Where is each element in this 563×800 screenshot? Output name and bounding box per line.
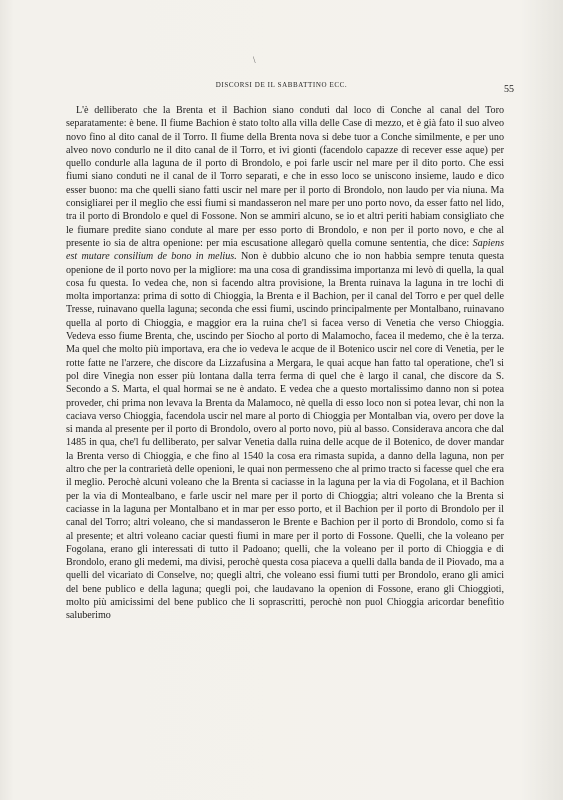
page-number: 55 — [504, 84, 514, 95]
body-text — [66, 104, 504, 623]
text-after-quote: Non è dubbio alcuno che io non habbia sempre tenuta questa openione de il porto novo per la migliore: ma una cosa di grandissima importanza mi levò di quella, la qual cosa fu questa. Io vedea che, non si facendo altra provisione, la Brenta ruinava la laguna in tre lochi di molta importanza: prima di sotto di Chioggia, la Brenta e il Bachion, per il canal del Torro e per quel delle Tresse, ruinavano quella laguna; seconda che essi fiumi, uscindo principalmente per Montalbano, ruinavano quella al porto di Chioggia, e maggior era la ruina che'l si facea verso di Venetia che verso Chioggia. Vedeva esso fiume Brenta, che, uscindo per Siocho al porto di Malamocho, facea il medemo, che è la terza. Ma quel che molto più importava, era che io vedeva le acque de il Botenico uscir nel core di Venetia, per le rotte fatte ne l'arzere, che discore da Lizzafusina a Mergara, le quai acque han fatto tal operatione, che'l si pol dire Vinegia non esser più lontana dalla terra ferma di quel che è largo il canal, che discore da S. Secondo a S. Marta, el qual hormai se ne è andato. E vedea che a questo mortalissimo danno non si potea proveder, chi prima non levava la Brenta da Malamoco, nè quella di esso loco non si potea levar, chi non la caciava verso Chioggia, facendola uscir nel mare al porto di Chioggia per Montalban via, overo per dove la si manda al presente per il porto di Brondolo, overo al porto novo, più al basso. Considerava ancora che dal 1485 in qua, che'l fu delliberato, per salvar Venetia dalla ruina delle acque de il Botenico, de dover mandar la Brenta verso di Chioggia, e che fino al 1540 la cosa era rimasta supida, a danno della laguna, non per altro che per la contrarietà delle openioni, le quai non permesseno che al primo tracto si facesse quel che era il meglio. Perochè alcuni voleano che la Brenta si caciasse in la laguna per la via di Fogolana, et il Bachion per la via di Montealbano, e farle uscir nel mare per il porto di Chioggia; altri voleano che la Brenta si caciasse in la laguna per Montalbano et in mar per esso porto, et il Bachion per il porto di Brondolo per il canal del Torro; altri voleano, che si mandasseron le Brente e Bachion per il porto di Brondolo, como si fa al presente; et altri voleano caciar questi fiumi in mare per il porto di Fossone. Quelli, che la voleano per Fogolana, erano gli interessati di tutto il Padoano; quelli, che la voleano per il porto di Chioggia e di Brondolo, erano gli medemi, ma divisi, perochè questa cosa piaceva a quelli dalla banda de il Piovado, ma a quelli del vicariato di Conselve, no; quegli altri, che voleano essi fiumi tutti per Brondolo, erano gli amici del bene publico e della laguna; quegli poi, che laudavano la openion di Fossone, erano gli Chioggioti, molto più amicissimi del bene publico che li soprascritti, perochè non puol Chioggia aricordar benefitio saluberimo — [66, 251, 504, 622]
running-head: DISCORSI DE IL SABBATTINO ECC. — [215, 81, 348, 89]
top-mark: \ — [253, 55, 256, 65]
latin-quote: Sapiens est mutare consilium de bono in melius. — [66, 237, 504, 263]
paragraph — [66, 104, 504, 623]
text-before-quote: L'è delliberato che la Brenta et il Bachion siano conduti dal loco di Conche al canal del Toro separatamente: è bene. Il fiume Bachion è stato tolto alla villa delle Case di mezzo, et è già fato il suo alveo novo fino al dito canal de il Torro. Il fiume della Brenta nova si debe tuor a Conche similmente, e per uno alveo novo condurlo ne il dito canal de il Torro, et ivi gionti (facendolo capazze di recever esse aque) per quello condurle alla laguna de il porto di Brondolo, e poi farle uscir nel mare per il dito porto. Che essi fiumi siano conduti ne il canal de il Torro separati, e che in esso loco se uniscono insieme, laudo e dico esser buono: ma che quelli siano fatti uscir nel mare per il porto di Brondolo, non laudo per via niuna. Ma consigliarei per il meglio che essi fiumi si mandasseron nel mare per uno porto novo, da esser fatto nel lido, tra il porto di Brondolo e quel di Fossone. Non se ammiri alcuno, se io et altri periti habiam consigliato che le fiumare predite siano condute al mare per esso porto di Brondolo, e non per il porto novo, e che al presente io sia de altra openione: per mia escusatione allegarò quella comune sententia, che dice: — [66, 105, 504, 249]
